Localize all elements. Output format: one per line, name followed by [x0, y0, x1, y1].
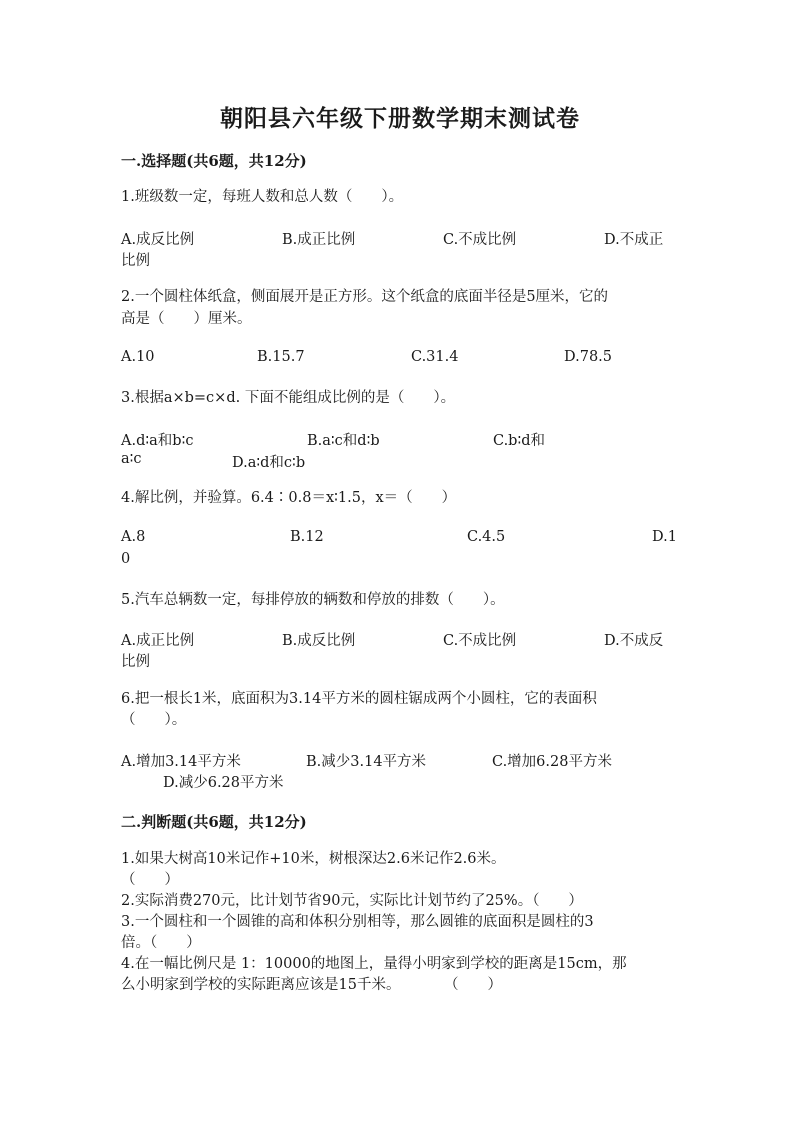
option-a: A.增加3.14平方米	[121, 754, 241, 770]
judgement-line: 么小明家到学校的实际距离应该是15千米。 （ ）	[121, 977, 502, 993]
option-c: C.4.5	[467, 529, 506, 545]
option-c: C.b∶d和	[493, 433, 546, 449]
option-c: C.31.4	[411, 349, 459, 365]
question-stem-wrap: （ ）。	[121, 712, 187, 728]
option-d: D.不成正	[604, 232, 664, 248]
section-heading-judgement: 二.判断题(共6题，共12分)	[121, 813, 307, 831]
option-d-wrap: 比例	[121, 253, 150, 269]
option-b: B.成正比例	[282, 232, 356, 248]
judgement-line: 4.在一幅比例尺是 1：10000的地图上，量得小明家到学校的距离是15cm，那	[121, 956, 627, 972]
option-d-wrap: 比例	[121, 654, 150, 670]
option-a: A.10	[121, 349, 155, 365]
question-stem-wrap: 高是（ ）厘米。	[121, 311, 252, 327]
option-a: A.成正比例	[121, 633, 195, 649]
judgement-line: （ ）	[121, 872, 179, 888]
question-stem: 6.把一根长1米，底面积为3.14平方米的圆柱锯成两个小圆柱，它的表面积	[121, 691, 597, 707]
option-a: A.成反比例	[121, 232, 195, 248]
option-d: D.不成反	[604, 633, 664, 649]
option-b: B.12	[290, 529, 324, 545]
option-c: C.不成比例	[443, 633, 517, 649]
page-title: 朝阳县六年级下册数学期末测试卷	[220, 105, 580, 132]
judgement-line: 2.实际消费270元，比计划节省90元，实际比计划节约了25%。（ ）	[121, 893, 583, 909]
judgement-line: 1.如果大树高10米记作+10米，树根深达2.6米记作2.6米。	[121, 851, 506, 867]
question-stem: 3.根据a×b=c×d. 下面不能组成比例的是（ ）。	[121, 390, 456, 406]
question-stem: 1.班级数一定，每班人数和总人数（ ）。	[121, 189, 404, 205]
option-a: A.8	[121, 529, 146, 545]
option-c: C.不成比例	[443, 232, 517, 248]
section-heading-choice: 一.选择题(共6题，共12分)	[121, 152, 307, 170]
option-d-wrap: 0	[121, 551, 131, 567]
question-stem: 5.汽车总辆数一定，每排停放的辆数和停放的排数（ ）。	[121, 592, 505, 608]
option-c-wrap: a∶c	[121, 451, 142, 467]
option-d: D.78.5	[564, 349, 613, 365]
question-stem: 4.解比例，并验算。6.4∶0.8＝x∶1.5，x＝（ ）	[121, 490, 457, 506]
question-stem: 2.一个圆柱体纸盒，侧面展开是正方形。这个纸盒的底面半径是5厘米，它的	[121, 289, 609, 305]
option-d: D.a∶d和c∶b	[232, 455, 306, 471]
judgement-line: 倍。（ ）	[121, 935, 201, 951]
option-b: B.成反比例	[282, 633, 356, 649]
option-d: D.减少6.28平方米	[163, 775, 284, 791]
option-a: A.d∶a和b∶c	[121, 433, 194, 449]
option-b: B.a∶c和d∶b	[307, 433, 380, 449]
option-d: D.1	[652, 529, 677, 545]
judgement-line: 3.一个圆柱和一个圆锥的高和体积分别相等，那么圆锥的底面积是圆柱的3	[121, 914, 594, 930]
option-c: C.增加6.28平方米	[492, 754, 612, 770]
option-b: B.减少3.14平方米	[306, 754, 427, 770]
option-b: B.15.7	[257, 349, 305, 365]
